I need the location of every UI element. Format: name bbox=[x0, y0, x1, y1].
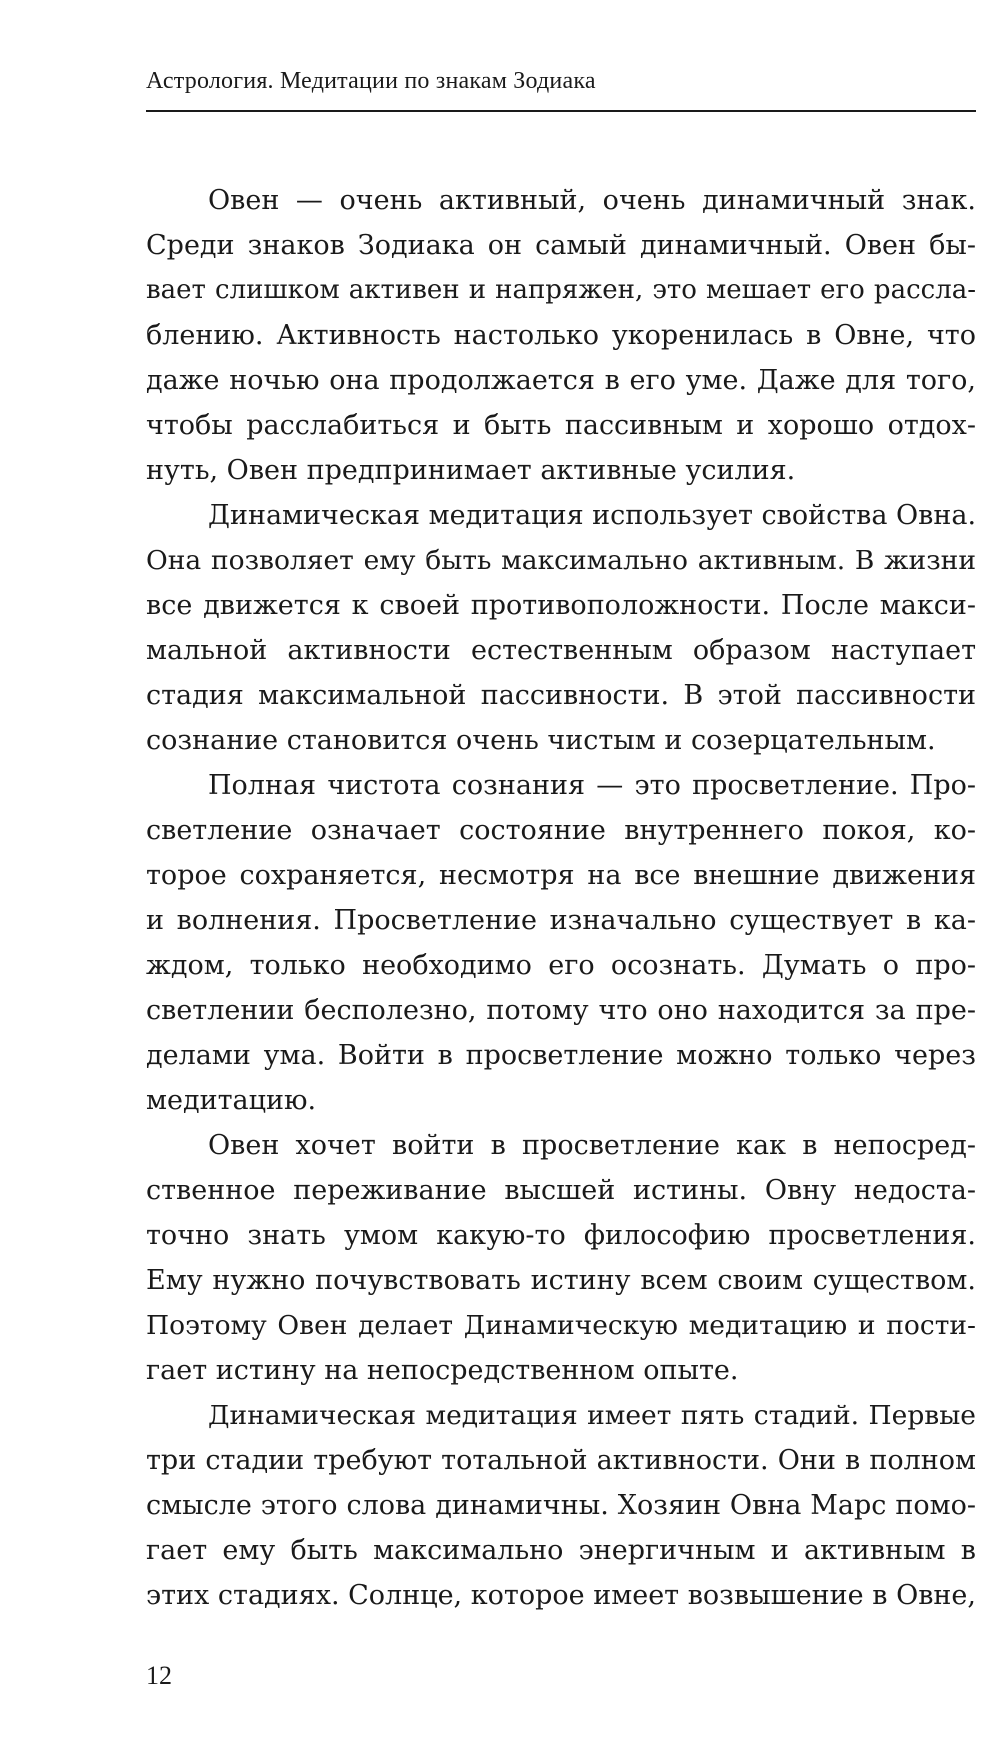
text-line: Ему нужно почувствовать истину всем своим существом. bbox=[146, 1265, 976, 1296]
paragraph bbox=[146, 493, 976, 763]
text-line: три стадии требуют тотальной активности. Они в полном bbox=[146, 1445, 976, 1476]
text-line: делами ума. Войти в просветление можно только через bbox=[146, 1040, 976, 1071]
paragraph bbox=[146, 763, 976, 1123]
text-line: ственное переживание высшей истины. Овну недоста- bbox=[146, 1175, 976, 1206]
text-line: блению. Активность настолько укоренилась в Овне, что bbox=[146, 320, 976, 351]
text-line: Среди знаков Зодиака он самый динамичный. Овен бы- bbox=[146, 230, 976, 261]
body-text bbox=[146, 178, 976, 1618]
text-line: стадия максимальной пассивности. В этой пассивности bbox=[146, 680, 976, 711]
text-line: чтобы расслабиться и быть пассивным и хорошо отдох- bbox=[146, 410, 976, 441]
page-number: 12 bbox=[146, 1661, 172, 1690]
text-line: нуть, Овен предпринимает активные усилия. bbox=[146, 455, 796, 486]
text-line: и волнения. Просветление изначально существует в ка- bbox=[146, 905, 976, 936]
text-line: Полная чистота сознания — это просветление. Про- bbox=[208, 770, 976, 801]
text-line: Поэтому Овен делает Динамическую медитацию и пости- bbox=[146, 1310, 976, 1341]
header-rule bbox=[146, 110, 976, 112]
text-line: светление означает состояние внутреннего покоя, ко- bbox=[146, 815, 976, 846]
paragraph bbox=[146, 178, 976, 493]
text-line: Овен — очень активный, очень динамичный знак. bbox=[208, 185, 976, 216]
running-header: Астрология. Медитации по знакам Зодиака bbox=[146, 68, 596, 94]
text-line: вает слишком активен и напряжен, это мешает его рассла- bbox=[146, 275, 976, 305]
text-line: все движется к своей противоположности. После макси- bbox=[146, 590, 976, 621]
text-line: гает истину на непосредственном опыте. bbox=[146, 1355, 739, 1386]
text-line: Динамическая медитация имеет пять стадий. Первые bbox=[208, 1400, 976, 1431]
paragraph bbox=[146, 1393, 976, 1618]
text-line: сознание становится очень чистым и созерцательным. bbox=[146, 725, 936, 756]
text-line: точно знать умом какую-то философию просветления. bbox=[146, 1220, 976, 1251]
paragraph bbox=[146, 1123, 976, 1393]
text-line: Динамическая медитация использует свойства Овна. bbox=[208, 500, 977, 531]
text-line: смысле этого слова динамичны. Хозяин Овна Марс помо- bbox=[146, 1490, 976, 1521]
text-line: мальной активности естественным образом наступает bbox=[146, 635, 976, 666]
text-line: торое сохраняется, несмотря на все внешние движения bbox=[146, 860, 976, 891]
text-line: Овен хочет войти в просветление как в непосред- bbox=[208, 1130, 976, 1161]
text-line: Она позволяет ему быть максимально активным. В жизни bbox=[146, 545, 976, 576]
text-line: медитацию. bbox=[146, 1085, 317, 1116]
text-line: гает ему быть максимально энергичным и активным в bbox=[146, 1535, 976, 1566]
text-line: светлении бесполезно, потому что оно находится за пре- bbox=[146, 995, 976, 1026]
text-line: этих стадиях. Солнце, которое имеет возвышение в Овне, bbox=[146, 1580, 976, 1611]
text-line: даже ночью она продолжается в его уме. Даже для того, bbox=[146, 365, 976, 396]
text-line: ждом, только необходимо его осознать. Думать о про- bbox=[146, 950, 976, 981]
